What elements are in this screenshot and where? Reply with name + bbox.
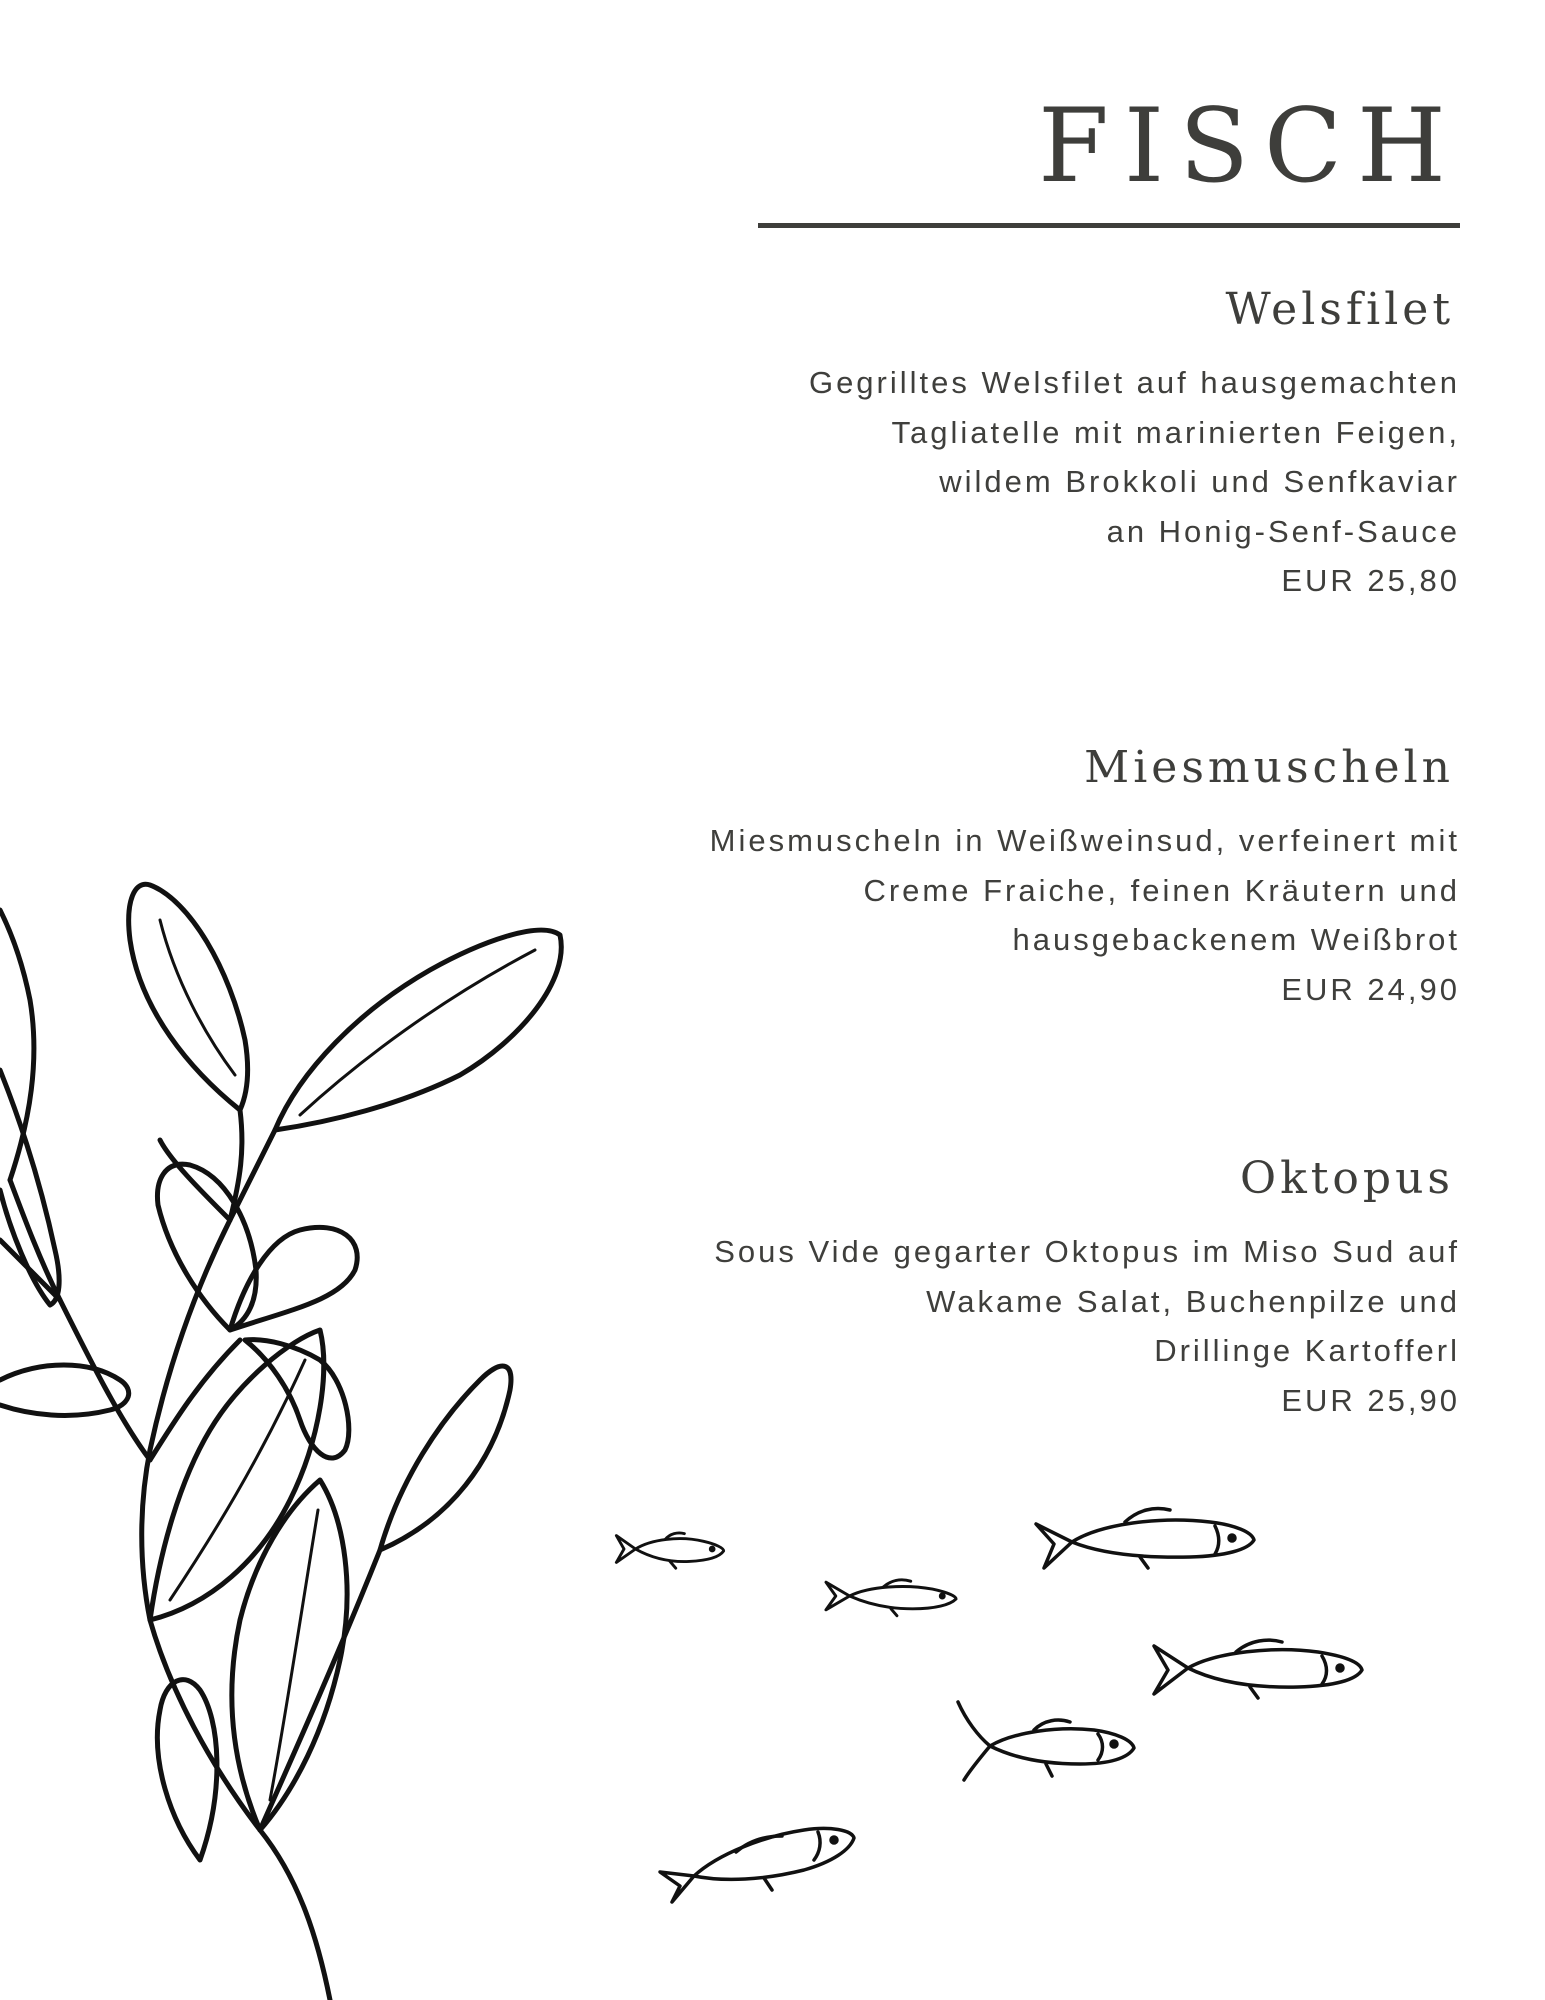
description-line: Wakame Salat, Buchenpilze und bbox=[926, 1283, 1460, 1319]
fish-icon bbox=[654, 1802, 860, 1906]
menu-item-miesmuscheln bbox=[709, 742, 1460, 1014]
fish-icon bbox=[1146, 1630, 1368, 1704]
item-price: EUR 25,80 bbox=[1281, 563, 1460, 598]
item-price: EUR 24,90 bbox=[1281, 971, 1460, 1007]
fish-icon bbox=[1030, 1502, 1260, 1576]
description-line: Miesmuscheln in Weißweinsud, verfeinert mit bbox=[709, 823, 1460, 858]
menu-item-oktopus bbox=[714, 1153, 1460, 1425]
description-line: hausgebackenem Weißbrot bbox=[1012, 922, 1460, 957]
description-line: Creme Fraiche, feinen Kräutern und bbox=[863, 872, 1460, 908]
description-line: Sous Vide gegarter Oktopus im Miso Sud auf bbox=[714, 1234, 1460, 1269]
item-description bbox=[710, 816, 1460, 1014]
item-name: Miesmuscheln bbox=[1084, 742, 1454, 793]
item-name: Welsfilet bbox=[1225, 284, 1454, 335]
item-name: Oktopus bbox=[1240, 1153, 1454, 1204]
menu-item-welsfilet bbox=[808, 284, 1460, 606]
description-line: Gegrilltes Welsfilet auf hausgemachten bbox=[808, 365, 1460, 400]
item-price: EUR 25,90 bbox=[1281, 1382, 1460, 1418]
title-divider bbox=[758, 223, 1460, 228]
page-title: FISCH bbox=[1038, 87, 1461, 206]
item-description bbox=[714, 1227, 1460, 1425]
fish-icon bbox=[822, 1572, 960, 1620]
leafy-branch-icon bbox=[0, 860, 600, 2000]
item-description bbox=[809, 358, 1460, 606]
fish-icon bbox=[954, 1696, 1138, 1784]
fish-icon bbox=[612, 1526, 728, 1572]
description-line: an Honig-Senf-Sauce bbox=[1106, 513, 1460, 549]
description-line: Drillinge Kartofferl bbox=[1154, 1333, 1460, 1368]
description-line: wildem Brokkoli und Senfkaviar bbox=[939, 464, 1460, 499]
description-line: Tagliatelle mit marinierten Feigen, bbox=[891, 414, 1460, 450]
